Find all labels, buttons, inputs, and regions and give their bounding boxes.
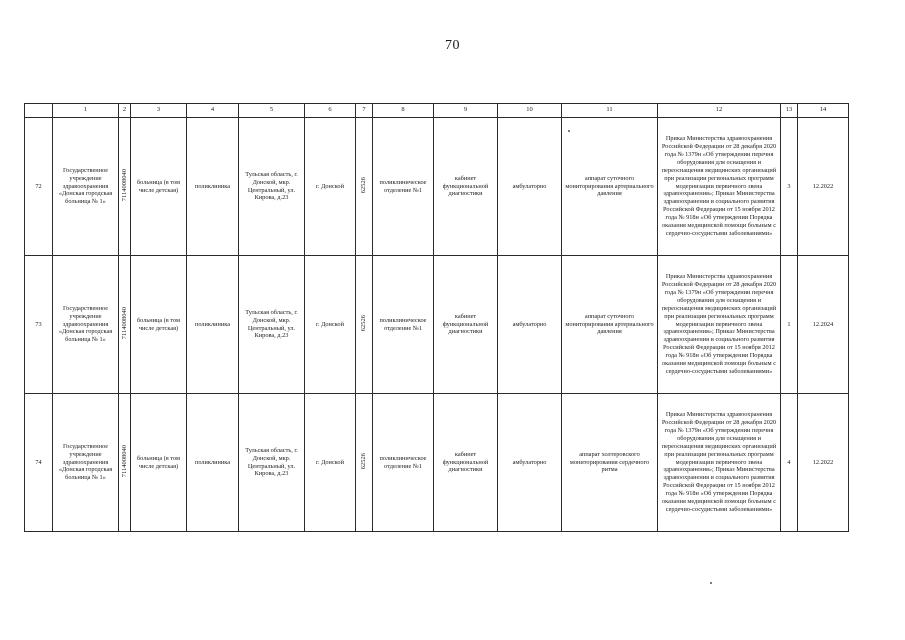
equipment: аппарат суточного мониторирования артериального давления: [562, 256, 658, 394]
scan-speck: [710, 582, 712, 584]
scan-speck: [568, 130, 570, 132]
org-code: 7114008040: [121, 168, 128, 202]
header-cell: 2: [119, 104, 131, 118]
header-cell: 10: [498, 104, 562, 118]
row-number: 73: [25, 256, 53, 394]
header-cell: 6: [305, 104, 356, 118]
header-cell: 8: [373, 104, 434, 118]
department: поликлиническое отделение №1: [373, 256, 434, 394]
postcode: 62526: [359, 176, 367, 194]
equipment: аппарат суточного мониторирования артериального давления: [562, 118, 658, 256]
legal-basis: Приказ Министерства здравоохранения Российской Федерации от 28 декабря 2020 года № 1379н «Об утверждении перечня оборудования для оснащения и переоснащения медицинских организаций при реализации региональных программ модернизации первичного звена здравоохранения»; Приказ Министерства здравоохранения и социального развития Российской Федерации от 15 ноября 2012 года № 918н «Об утверждении Порядка оказания медицинской помощи больным с сердечно-сосудистыми заболеваниями»: [658, 256, 781, 394]
quantity: 4: [781, 394, 798, 532]
address: Тульская область, г. Донской, мкр. Центральный, ул. Кирова, д.23: [239, 394, 305, 532]
institution-type: больница (в том числе детская): [131, 256, 187, 394]
organization-name: Государственное учреждение здравоохранения «Донская городская больница № 1»: [53, 394, 119, 532]
header-cell: 9: [434, 104, 498, 118]
table-row: [25, 394, 849, 532]
org-code-cell: [119, 118, 131, 256]
postcode-cell: [356, 394, 373, 532]
address: Тульская область, г. Донской, мкр. Центральный, ул. Кирова, д.23: [239, 256, 305, 394]
conditions: амбулаторно: [498, 118, 562, 256]
institution-type: больница (в том числе детская): [131, 118, 187, 256]
table-row: [25, 118, 849, 256]
header-cell: 4: [187, 104, 239, 118]
header-cell: 13: [781, 104, 798, 118]
unit-type: поликлиника: [187, 394, 239, 532]
city: г. Донской: [305, 256, 356, 394]
row-number: 72: [25, 118, 53, 256]
header-cell: 1: [53, 104, 119, 118]
cabinet: кабинет функциональной диагностики: [434, 118, 498, 256]
equipment-table: [24, 103, 849, 532]
conditions: амбулаторно: [498, 394, 562, 532]
unit-type: поликлиника: [187, 256, 239, 394]
organization-name: Государственное учреждение здравоохранения «Донская городская больница № 1»: [53, 256, 119, 394]
quantity: 3: [781, 118, 798, 256]
org-code: 7114008040: [121, 444, 128, 478]
header-cell-empty: [25, 104, 53, 118]
cabinet: кабинет функциональной диагностики: [434, 256, 498, 394]
header-cell: 3: [131, 104, 187, 118]
table-header-row: [25, 104, 849, 118]
organization-name: Государственное учреждение здравоохранения «Донская городская больница № 1»: [53, 118, 119, 256]
department: поликлиническое отделение №1: [373, 118, 434, 256]
department: поликлиническое отделение №1: [373, 394, 434, 532]
postcode-cell: [356, 256, 373, 394]
org-code: 7114008040: [121, 306, 128, 340]
legal-basis: Приказ Министерства здравоохранения Российской Федерации от 28 декабря 2020 года № 1379н «Об утверждении перечня оборудования для оснащения и переоснащения медицинских организаций при реализации региональных программ модернизации первичного звена здравоохранения»; Приказ Министерства здравоохранения и социального развития Российской Федерации от 15 ноября 2012 года № 918н «Об утверждении Порядка оказания медицинской помощи больным с сердечно-сосудистыми заболеваниями»: [658, 118, 781, 256]
org-code-cell: [119, 394, 131, 532]
city: г. Донской: [305, 118, 356, 256]
header-cell: 12: [658, 104, 781, 118]
city: г. Донской: [305, 394, 356, 532]
postcode-cell: [356, 118, 373, 256]
header-cell: 7: [356, 104, 373, 118]
delivery-date: 12.2022: [798, 118, 849, 256]
quantity: 1: [781, 256, 798, 394]
unit-type: поликлиника: [187, 118, 239, 256]
header-cell: 11: [562, 104, 658, 118]
table-row: [25, 256, 849, 394]
conditions: амбулаторно: [498, 256, 562, 394]
postcode: 62526: [359, 452, 367, 470]
address: Тульская область, г. Донской, мкр. Центральный, ул. Кирова, д.23: [239, 118, 305, 256]
equipment: аппарат холтеровского мониторирования сердечного ритма: [562, 394, 658, 532]
postcode: 62526: [359, 314, 367, 332]
institution-type: больница (в том числе детская): [131, 394, 187, 532]
header-cell: 14: [798, 104, 849, 118]
delivery-date: 12.2024: [798, 256, 849, 394]
cabinet: кабинет функциональной диагностики: [434, 394, 498, 532]
delivery-date: 12.2022: [798, 394, 849, 532]
row-number: 74: [25, 394, 53, 532]
legal-basis: Приказ Министерства здравоохранения Российской Федерации от 28 декабря 2020 года № 1379н «Об утверждении перечня оборудования для оснащения и переоснащения медицинских организаций при реализации региональных программ модернизации первичного звена здравоохранения»; Приказ Министерства здравоохранения и социального развития Российской Федерации от 15 ноября 2012 года № 918н «Об утверждении Порядка оказания медицинской помощи больным с сердечно-сосудистыми заболеваниями»: [658, 394, 781, 532]
header-cell: 5: [239, 104, 305, 118]
org-code-cell: [119, 256, 131, 394]
page-number: 70: [445, 38, 460, 53]
